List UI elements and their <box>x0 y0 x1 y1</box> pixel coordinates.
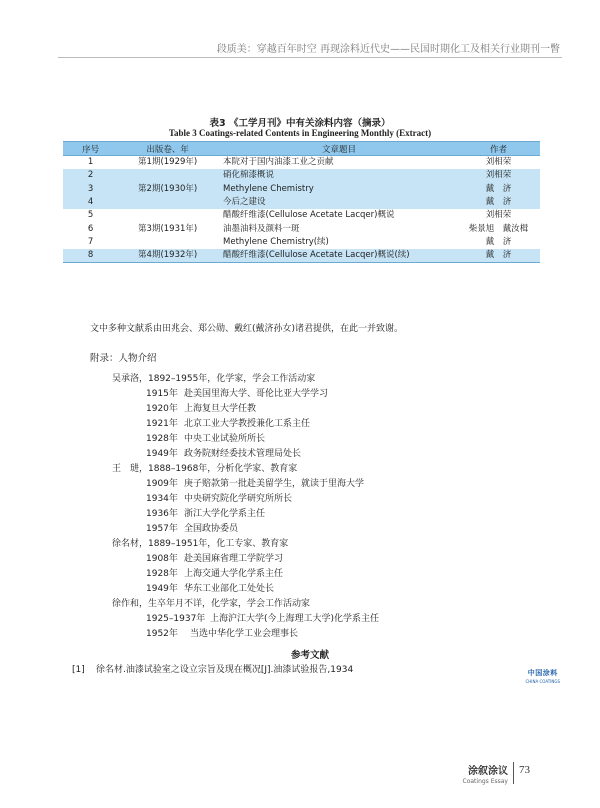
cell-no: 7 <box>87 236 94 247</box>
person-event <box>146 611 379 624</box>
acknowledgement-text: 文中多种文献系由田兆会、郑公勋、戴红(戴济孙女)诸君提供，在此一并致谢。 <box>90 324 404 334</box>
person-entry: 徐名材，1889–1951年，化工专家、教育家 <box>112 539 289 549</box>
appendix-heading: 附录：人物介绍 <box>90 353 157 364</box>
event-year: 1934年 <box>146 494 178 504</box>
person-event <box>146 491 292 504</box>
event-year: 1936年 <box>146 509 178 519</box>
person-event <box>146 566 283 579</box>
cell-no: 3 <box>63 183 118 196</box>
cell-title: 醋酸纤维漆(Cellulose Acetate Lacqer)概说(续) <box>217 249 457 263</box>
cell-author: 戴 济 <box>457 183 540 196</box>
cell-edition <box>118 196 217 209</box>
table-row <box>63 169 540 182</box>
event-year: 1915年 <box>146 389 178 399</box>
event-text: 上海交通大学化学系主任 <box>184 569 284 579</box>
person-event <box>146 476 364 489</box>
cell-edition: 第2期(1930年) <box>118 183 217 196</box>
event-text: 北京工业大学教授兼化工系主任 <box>184 419 311 429</box>
cell-author: 戴 济 <box>457 196 540 209</box>
cell-title: Methylene Chemistry(续) <box>223 236 329 247</box>
cell-title: Methylene Chemistry <box>217 183 457 196</box>
cell-author: 戴 济 <box>485 236 512 247</box>
logo-text-en: CHINA COATINGS <box>525 679 560 684</box>
col-header-edition: 出版卷、年 <box>118 142 217 156</box>
table-row <box>63 236 540 249</box>
logo-text-cn: 中国涂料 <box>527 669 558 677</box>
person-entry: 徐作和，生卒年月不详，化学家，学会工作活动家 <box>112 599 311 609</box>
cell-author: 戴 济 <box>457 249 540 263</box>
table-row <box>63 209 540 222</box>
page-number: 73 <box>519 764 530 776</box>
person-event <box>146 581 274 594</box>
cell-edition: 第1期(1929年) <box>138 157 198 168</box>
event-text: 当选中华化学工业会理事长 <box>190 629 299 639</box>
event-year: 1921年 <box>146 419 178 429</box>
cell-edition: 第4期(1932年) <box>118 249 217 263</box>
cell-title: 油墨油料及颜料一斑 <box>223 223 300 234</box>
cell-no: 4 <box>63 196 118 209</box>
event-year: 1952年 <box>146 629 178 639</box>
china-coatings-logo <box>525 668 560 684</box>
cell-author: 刘相荣 <box>485 157 512 168</box>
event-text: 赴美国里海大学、哥伦比亚大学学习 <box>184 389 329 399</box>
table-caption-en: Table 3 Coatings-related Contents in Engineering Monthly (Extract) <box>168 128 432 138</box>
event-text: 上海复旦大学任教 <box>184 404 257 414</box>
cell-author: 刘相荣 <box>457 169 540 182</box>
person-event <box>146 521 238 534</box>
col-header-no: 序号 <box>63 142 118 156</box>
event-year: 1925–1937年 <box>146 614 206 624</box>
cell-title: 硝化棉漆概说 <box>217 169 457 182</box>
table-row <box>63 196 540 209</box>
event-year: 1908年 <box>146 554 178 564</box>
cell-edition: 第3期(1931年) <box>138 223 198 234</box>
person-entry: 吴承洛，1892–1955年，化学家，学会工作活动家 <box>112 374 316 384</box>
footer-journal <box>463 762 508 785</box>
person-event <box>146 446 301 459</box>
reference-text: 徐名材.油漆试验室之设立宗旨及现在概况[J].油漆试验报告,1934 <box>96 665 354 675</box>
person-event <box>146 431 265 444</box>
cell-edition <box>118 209 217 222</box>
event-text: 中央工业试验所所长 <box>184 434 266 444</box>
event-year: 1928年 <box>146 434 178 444</box>
event-year: 1957年 <box>146 524 178 534</box>
person-event <box>146 506 265 519</box>
person-event <box>146 386 328 399</box>
person-event <box>146 401 256 414</box>
cell-title: 醋酸纤维漆(Cellulose Acetate Lacqer)概说 <box>223 210 395 221</box>
cell-no: 5 <box>87 210 94 221</box>
person-event <box>146 551 283 564</box>
cell-no: 6 <box>87 223 94 234</box>
footer-journal-en: Coatings Essay <box>462 778 508 785</box>
references-heading: 参考文献 <box>290 650 329 661</box>
event-year: 1920年 <box>146 404 178 414</box>
table-header-row <box>63 142 540 156</box>
running-header: 段质美：穿越百年时空 再现涂料近代史——民国时期化工及相关行业期刊一瞥 <box>216 44 560 55</box>
event-year: 1949年 <box>146 449 178 459</box>
event-text: 赴美国麻省理工学院学习 <box>184 554 284 564</box>
footer-journal-cn: 涂叙涂议 <box>468 766 508 777</box>
col-header-author: 作者 <box>457 142 540 156</box>
coatings-contents-table <box>63 141 540 263</box>
table-caption-cn: 表3 《工学月刊》中有关涂料内容（摘录） <box>209 118 391 129</box>
event-text: 上海沪江大学(今上海理工大学)化学系主任 <box>210 614 380 624</box>
cell-edition <box>118 169 217 182</box>
event-year: 1909年 <box>146 479 178 489</box>
event-text: 中央研究院化学研究所所长 <box>184 494 293 504</box>
header-divider <box>58 57 562 58</box>
table-row <box>63 183 540 196</box>
cell-title: 今后之建设 <box>217 196 457 209</box>
cell-no: 8 <box>63 249 118 263</box>
event-text: 华东工业部化工处处长 <box>184 584 275 594</box>
cell-edition <box>118 236 217 249</box>
cell-title: 本院对于国内油漆工业之贡献 <box>223 157 334 168</box>
col-header-title: 文章题目 <box>217 142 457 156</box>
footer-divider <box>513 762 514 784</box>
cell-author: 柴景旭 戴汝楫 <box>468 223 529 234</box>
cell-author: 刘相荣 <box>485 210 512 221</box>
event-text: 全国政协委员 <box>184 524 239 534</box>
person-event <box>146 626 298 639</box>
person-event <box>146 416 310 429</box>
table-row <box>63 156 540 170</box>
event-year: 1949年 <box>146 584 178 594</box>
cell-no: 1 <box>87 157 94 168</box>
event-text: 浙江大学化学系主任 <box>184 509 266 519</box>
event-year: 1928年 <box>146 569 178 579</box>
person-entry: 王 琎，1888–1968年，分析化学家、教育家 <box>112 464 298 474</box>
event-text: 政务院财经委技术管理局处长 <box>184 449 302 459</box>
table-row <box>63 249 540 263</box>
event-text: 庚子赔款第一批赴美留学生，就读于里海大学 <box>184 479 365 489</box>
cell-no: 2 <box>63 169 118 182</box>
reference-number: [1] <box>72 665 85 675</box>
table-row <box>63 222 540 235</box>
reference-item <box>72 662 353 675</box>
